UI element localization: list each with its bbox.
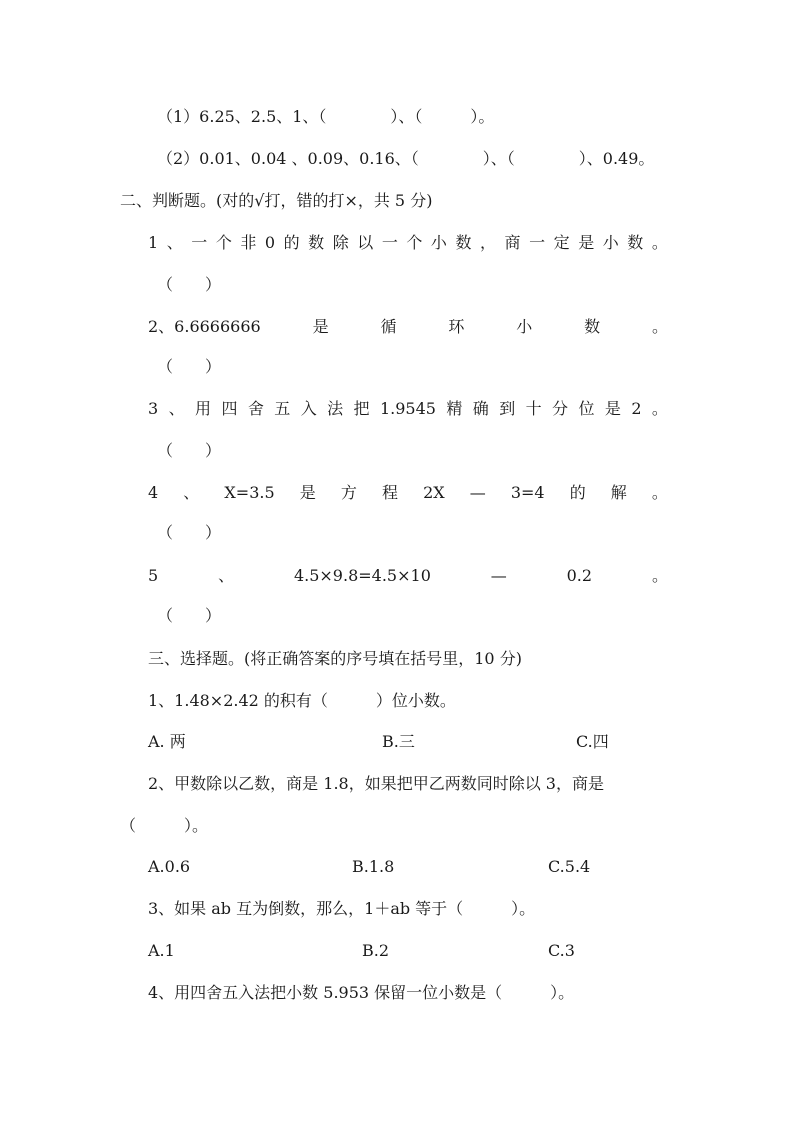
token: 确 [472,399,489,418]
token: 法 [327,399,344,418]
token: 以 [357,233,374,252]
answer-parentheses[interactable]: （ ） [157,606,222,625]
token: 3=4 [510,483,545,502]
token: 位 [578,399,595,418]
option-b[interactable]: B.三 [382,732,415,751]
token: 一 [191,233,208,252]
token: 商 [504,233,521,252]
token: — [469,483,486,502]
token: 到 [499,399,516,418]
token: 0.2 [566,566,593,585]
answer-parentheses[interactable]: （ ） [157,275,222,294]
token: 用 [195,399,212,418]
token: 个 [406,233,423,252]
true-false-item-4 [148,482,668,504]
section-heading-multiple-choice: 三、选择题。(将正确答案的序号填在括号里，10 分) [148,649,522,668]
token: 、 [166,233,183,252]
option-c[interactable]: C.3 [548,941,575,960]
token: 除 [332,233,349,252]
option-a[interactable]: A.1 [148,941,175,960]
choice-question-1: 1、1.48×2.42 的积有（ ）位小数。 [148,691,456,710]
token: 是 [578,233,595,252]
token: 数 [584,317,601,336]
token: 把 [353,399,370,418]
true-false-item-2 [148,316,668,338]
token: 四 [221,399,238,418]
token: 循 [380,317,397,336]
token: 环 [448,317,465,336]
option-a[interactable]: A. 两 [148,732,186,751]
choice-question-3: 3、如果 ab 互为倒数，那么，1＋ab 等于（ ）。 [148,899,536,918]
token: 的 [569,483,586,502]
token: 5 [148,566,159,585]
token: 舍 [247,399,264,418]
token: 五 [274,399,291,418]
token: 是 [299,483,316,502]
token: 、 [183,483,200,502]
token: 数 [455,233,472,252]
token: 。 [651,483,668,502]
token: 定 [553,233,570,252]
section-heading-true-false: 二、判断题。(对的√打，错的打×，共 5 分) [120,191,433,210]
token: 2X [423,483,445,502]
option-c[interactable]: C.5.4 [548,857,591,876]
token: 小 [430,233,447,252]
token: 。 [651,233,668,252]
token: X=3.5 [224,483,275,502]
token: ， [480,233,497,252]
option-b[interactable]: B.2 [362,941,390,960]
token: 解 [610,483,627,502]
sequence-item-2: （2）0.01、0.04 、0.09、0.16、（ ）、（ ）、0.49。 [157,149,655,168]
token: 数 [308,233,325,252]
token: 精 [446,399,463,418]
token: 、 [218,566,235,585]
token: 一 [381,233,398,252]
choice-question-4: 4、用四舍五入法把小数 5.953 保留一位小数是（ ）。 [148,983,575,1002]
token: 4.5×9.8=4.5×10 [293,566,431,585]
token: 是 [604,399,621,418]
sequence-item-1: （1）6.25、2.5、1、（ ）、（ ）。 [157,107,495,126]
option-a[interactable]: A.0.6 [148,857,191,876]
token: 2、6.6666666 [148,317,261,336]
token: 分 [552,399,569,418]
token: 、 [168,399,185,418]
token: 小 [602,233,619,252]
choice-question-2-continuation: （ ）。 [120,816,209,835]
token: 个 [215,233,232,252]
token: 十 [525,399,542,418]
true-false-item-1 [148,232,668,254]
answer-parentheses[interactable]: （ ） [157,441,222,460]
true-false-item-5 [148,565,668,587]
token: 的 [283,233,300,252]
token: — [490,566,507,585]
token: 3 [148,399,159,418]
token: 4 [148,483,159,502]
option-b[interactable]: B.1.8 [352,857,395,876]
token: 2 [631,399,642,418]
token: 1.9545 [379,399,436,418]
choice-question-2: 2、甲数除以乙数，商是 1.8，如果把甲乙两数同时除以 3，商是 [148,774,604,793]
token: 一 [529,233,546,252]
token: 程 [381,483,398,502]
token: 入 [300,399,317,418]
token: 小 [516,317,533,336]
token: 。 [651,566,668,585]
token: 0 [264,233,276,252]
token: 非 [240,233,257,252]
token: 数 [627,233,644,252]
answer-parentheses[interactable]: （ ） [157,357,222,376]
token: 方 [340,483,357,502]
answer-parentheses[interactable]: （ ） [157,523,222,542]
token: 1 [148,233,159,252]
token: 。 [651,399,668,418]
option-c[interactable]: C.四 [576,732,609,751]
true-false-item-3 [148,398,668,420]
token: 是 [312,317,329,336]
token: 。 [651,317,668,336]
